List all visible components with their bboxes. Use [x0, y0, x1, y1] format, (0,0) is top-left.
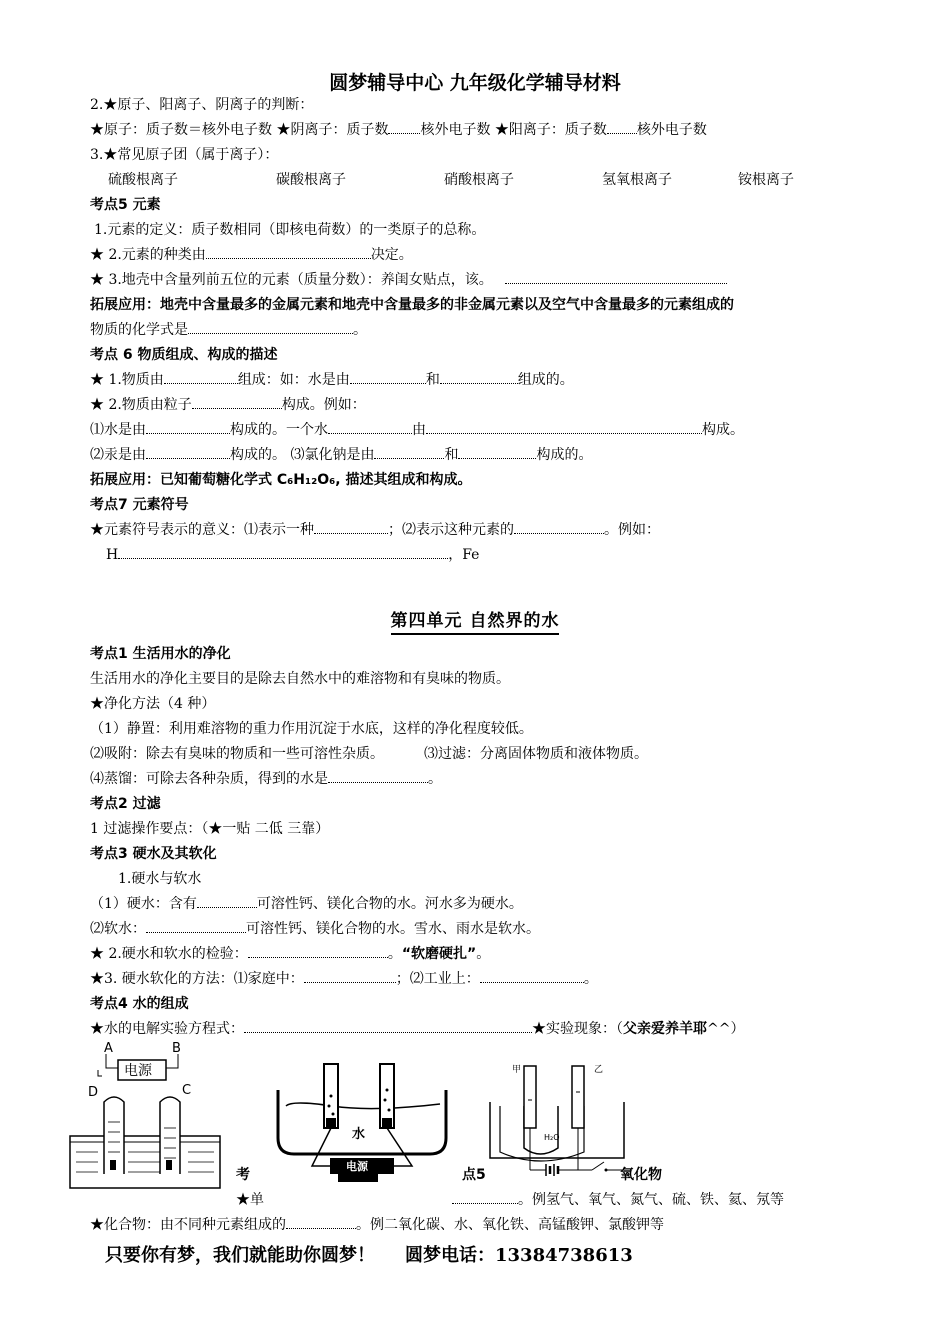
line: ★化合物：由不同种元素组成的 。例二氧化碳、水、氧化铁、高锰酸钾、氯酸钾等: [90, 1217, 664, 1233]
unit-title: 第四单元 自然界的水: [0, 606, 950, 631]
line: ★ 3.地壳中含量列前五位的元素（质量分数）：养闺女贴点，该。: [90, 271, 727, 289]
line: 1.元素的定义：质子数相同（即核电荷数）的一类原子的总称。: [94, 222, 486, 238]
line-fragment: 点5: [462, 1167, 486, 1183]
line: （1）静置：利用难溶物的重力作用沉淀于水底，这样的净化程度较低。: [90, 721, 533, 737]
line: ★ 2.物质由粒子 构成。例如：: [90, 397, 366, 413]
section-heading: 考点1 生活用水的净化: [90, 646, 231, 662]
line: 拓展应用：已知葡萄糖化学式 C₆H₁₂O₆, 描述其组成和构成。: [90, 472, 472, 488]
blank-field[interactable]: [146, 421, 230, 434]
line: ★ 2.硬水和软水的检验： 。“软磨硬扎”。: [90, 946, 491, 962]
line: ★水的电解实验方程式： ★实验现象：（父亲爱养羊耶^^）: [90, 1021, 745, 1037]
blank-field[interactable]: [480, 970, 584, 983]
blank-field[interactable]: [350, 371, 426, 384]
section-heading: 考点4 水的组成: [90, 996, 189, 1012]
section-heading: 考点2 过滤: [90, 796, 161, 812]
page-title: 圆梦辅导中心 九年级化学辅导材料: [329, 72, 621, 94]
line: 1.硬水与软水: [118, 871, 202, 887]
blank-field[interactable]: [304, 970, 396, 983]
blank-field[interactable]: [388, 121, 420, 134]
line: 。例氢气、氧气、氮气、硫、铁、氦、氖等: [452, 1191, 784, 1209]
blank-field[interactable]: [197, 895, 257, 908]
line: H ，Fe: [106, 547, 480, 563]
blank-field[interactable]: [118, 546, 448, 559]
blank-field[interactable]: [426, 421, 702, 434]
blank-field[interactable]: [146, 920, 246, 933]
line: ⑵吸附：除去有臭味的物质和一些可溶性杂质。 ⑶过滤：分离固体物质和液体物质。: [90, 746, 648, 762]
blank-field[interactable]: [314, 521, 388, 534]
section-heading: 考点3 硬水及其软化: [90, 846, 217, 862]
h2o-label: H₂O: [544, 1133, 560, 1142]
water-label: 水: [352, 1127, 366, 1142]
blank-field[interactable]: [164, 371, 238, 384]
line: ⑵软水： 可溶性钙、镁化合物的水。雪水、雨水是软水。: [90, 921, 540, 937]
label-jia: 甲: [512, 1065, 522, 1075]
label-b: B: [172, 1041, 181, 1056]
blank-field[interactable]: [188, 321, 353, 334]
label-a: A: [104, 1041, 113, 1056]
blank-field[interactable]: [374, 446, 444, 459]
footer-phone-label: 圆梦电话：: [405, 1245, 495, 1266]
footer-slogan: 只要你有梦，我们就能助你圆梦！: [105, 1245, 375, 1266]
line: ★3. 硬水软化的方法：⑴家庭中： ；⑵工业上： 。: [90, 971, 598, 987]
line-fragment: ★单: [236, 1192, 264, 1208]
label-yi: 乙: [594, 1065, 604, 1075]
blank-field[interactable]: [514, 521, 604, 534]
line: （1）硬水：含有 可溶性钙、镁化合物的水。河水多为硬水。: [90, 896, 523, 912]
blank-field[interactable]: [206, 246, 371, 259]
power-label: 电源: [346, 1160, 368, 1173]
footer: [105, 1241, 633, 1267]
blank-field[interactable]: [452, 1191, 518, 1204]
line: ⑴水是由 构成的。一个水 由 构成。: [90, 422, 744, 438]
line: ★元素符号表示的意义：⑴表示一种 ；⑵表示这种元素的 。例如：: [90, 522, 660, 538]
blank-field[interactable]: [607, 121, 637, 134]
label-d: D: [88, 1085, 99, 1100]
blank-field[interactable]: [286, 1216, 356, 1229]
blank-field[interactable]: [328, 421, 412, 434]
line: 3.★常见原子团（属于离子）：: [90, 147, 279, 163]
electrolysis-apparatus-1: [68, 1038, 228, 1190]
line-fragment: 考: [236, 1167, 250, 1183]
line: ⑵汞是由 构成的。 ⑶氯化钠是由 和 构成的。: [90, 447, 593, 463]
electrolysis-apparatus-2: [272, 1056, 454, 1186]
line: 物质的化学式是 。: [90, 322, 367, 338]
footer-phone: 13384738613: [495, 1245, 633, 1266]
section-heading: 考点 6 物质组成、构成的描述: [90, 347, 278, 363]
label-c: C: [182, 1083, 192, 1098]
line: 2.★原子、阳离子、阴离子的判断：: [90, 97, 314, 113]
line: ⑷蒸馏：可除去各种杂质，得到的水是 。: [90, 771, 442, 787]
electrolysis-apparatus-3: [484, 1062, 634, 1184]
line: 1 过滤操作要点：（★一贴 二低 三靠）: [90, 821, 330, 837]
blank-field[interactable]: [440, 371, 518, 384]
line: ★净化方法（4 种）: [90, 696, 216, 712]
blank-field[interactable]: [192, 396, 282, 409]
line: 生活用水的净化主要目的是除去自然水中的难溶物和有臭味的物质。: [90, 671, 510, 687]
blank-field[interactable]: [458, 446, 536, 459]
line: ★ 1.物质由 组成：如：水是由 和 组成的。: [90, 372, 574, 388]
blank-field[interactable]: [505, 271, 727, 284]
line-fragment: 氧化物: [620, 1167, 662, 1183]
section-heading: 考点5 元素: [90, 197, 161, 213]
line: ★原子：质子数＝核外电子数 ★阴离子：质子数 核外电子数 ★阳离子：质子数 核外电子数: [90, 122, 707, 138]
blank-field[interactable]: [244, 1020, 532, 1033]
line: ★ 2.元素的种类由 决定。: [90, 247, 413, 263]
blank-field[interactable]: [146, 446, 230, 459]
line: 拓展应用：地壳中含量最多的金属元素和地壳中含量最多的非金属元素以及空气中含量最多的元素组成的: [90, 297, 734, 313]
blank-field[interactable]: [248, 945, 388, 958]
power-label: 电源: [124, 1063, 152, 1079]
section-heading: 考点7 元素符号: [90, 497, 189, 513]
blank-field[interactable]: [328, 770, 428, 783]
